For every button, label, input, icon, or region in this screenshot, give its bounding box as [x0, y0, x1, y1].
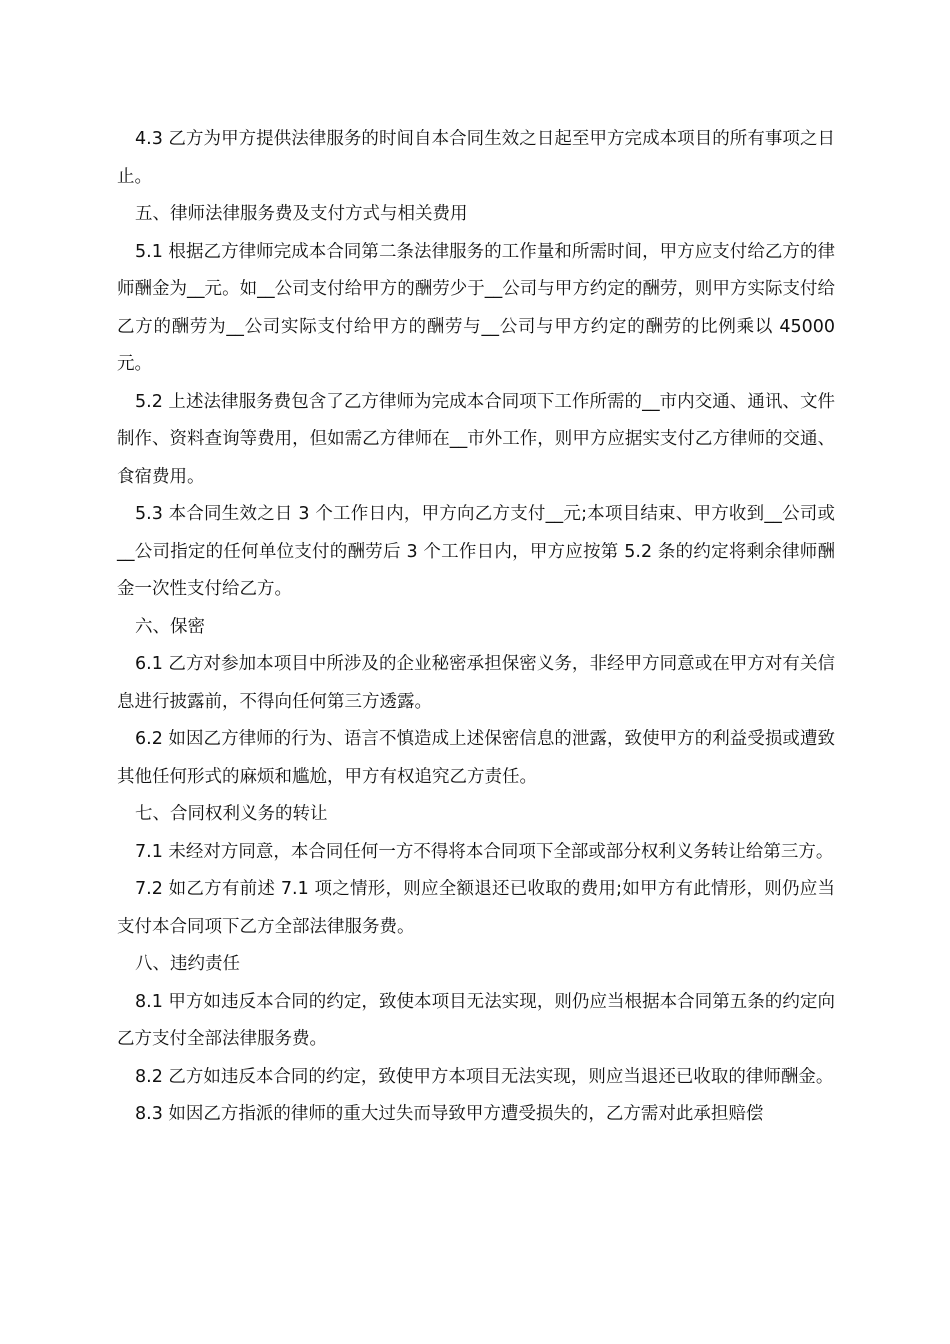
clause-6-1: 6.1 乙方对参加本项目中所涉及的企业秘密承担保密义务，非经甲方同意或在甲方对有关信息进行披露前，不得向任何第三方透露。	[117, 654, 836, 712]
clause-7-2: 7.2 如乙方有前述 7.1 项之情形，则应全额退还已收取的费用;如甲方有此情形，则仍应当支付本合同项下乙方全部法律服务费。	[117, 879, 835, 937]
clause-8-1: 8.1 甲方如违反本合同的约定，致使本项目无法实现，则仍应当根据本合同第五条的约定向乙方支付全部法律服务费。	[117, 991, 836, 1049]
section-heading-8: 八、违约责任	[135, 954, 240, 974]
section-heading-6: 六、保密	[135, 616, 205, 637]
clause-7-1: 7.1 未经对方同意，本合同任何一方不得将本合同项下全部或部分权利义务转让给第三方。	[135, 841, 834, 862]
clause-6-2: 6.2 如因乙方律师的行为、语言不慎造成上述保密信息的泄露，致使甲方的利益受损或遭致其他任何形式的麻烦和尴尬，甲方有权追究乙方责任。	[117, 729, 836, 787]
section-heading-7: 七、合同权利义务的转让	[135, 804, 328, 824]
section-heading-5: 五、律师法律服务费及支付方式与相关费用	[135, 204, 468, 224]
clause-5-2: 5.2 上述法律服务费包含了乙方律师为完成本合同项下工作所需的__市内交通、通讯、文件制作、资料查询等费用，但如需乙方律师在__市外工作，则甲方应据实支付乙方律师的交通、食宿费用。	[117, 391, 835, 487]
clause-4-3: 4.3 乙方为甲方提供法律服务的时间自本合同生效之日起至甲方完成本项目的所有事项之日止。	[117, 129, 836, 187]
document-body	[117, 121, 835, 1134]
clause-8-3: 8.3 如因乙方指派的律师的重大过失而导致甲方遭受损失的，乙方需对此承担赔偿	[135, 1104, 764, 1124]
clause-5-3: 5.3 本合同生效之日 3 个工作日内，甲方向乙方支付__元;本项目结束、甲方收到__公司或__公司指定的任何单位支付的酬劳后 3 个工作日内，甲方应按第 5.2 条的约定将剩余律师酬金一次性支付给乙方。	[117, 504, 835, 599]
clause-8-2: 8.2 乙方如违反本合同的约定，致使甲方本项目无法实现，则应当退还已收取的律师酬金。	[135, 1066, 834, 1087]
clause-5-1: 5.1 根据乙方律师完成本合同第二条法律服务的工作量和所需时间，甲方应支付给乙方的律师酬金为__元。如__公司支付给甲方的酬劳少于__公司与甲方约定的酬劳，则甲方实际支付给乙方的酬劳为__公司实际支付给甲方的酬劳与__公司与甲方约定的酬劳的比例乘以 45000 元。	[117, 241, 836, 374]
